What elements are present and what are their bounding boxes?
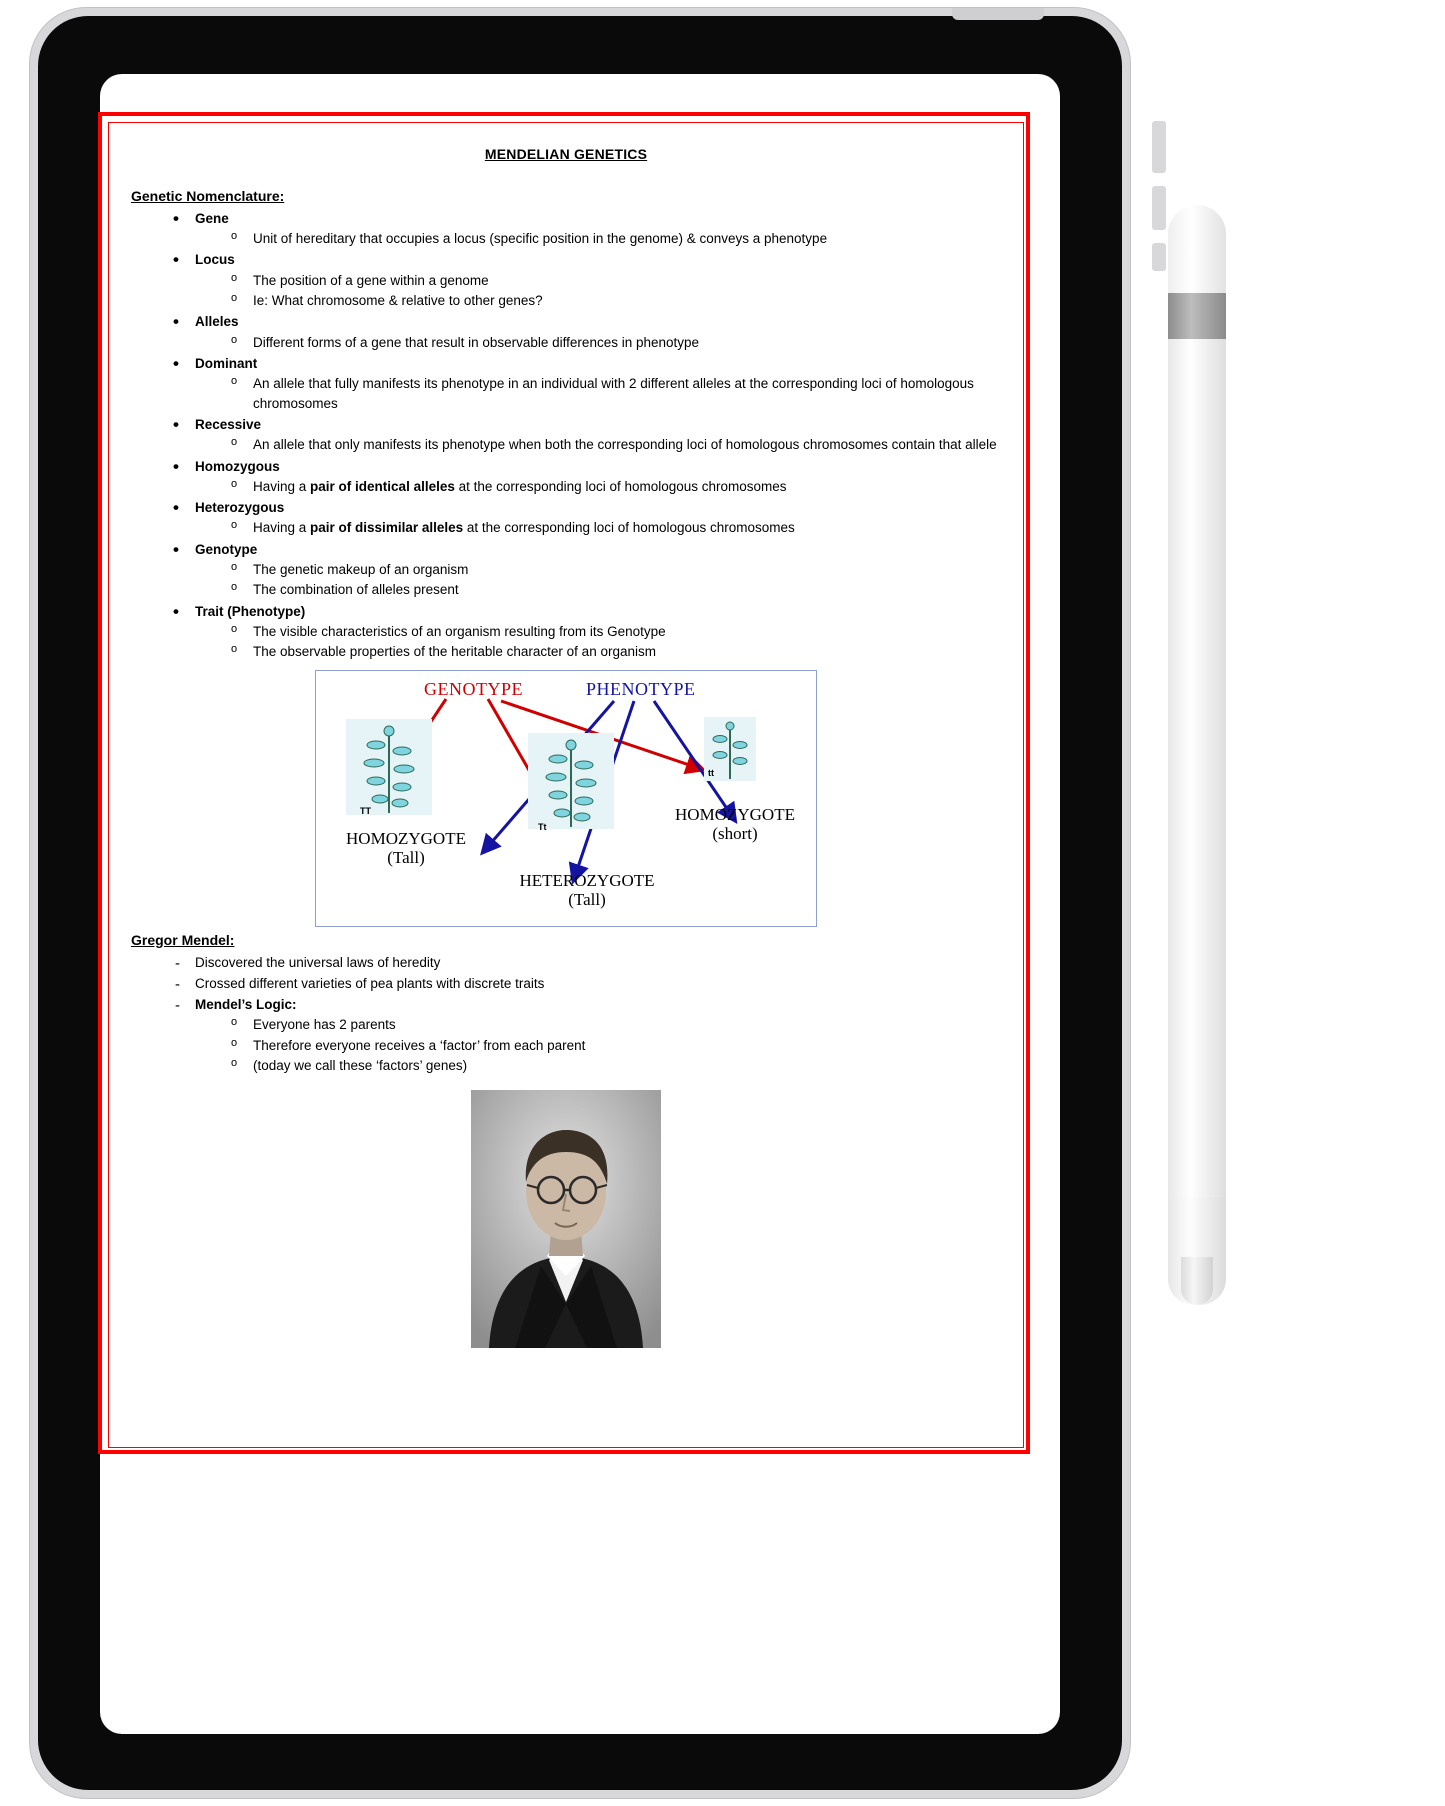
figure-caption-homozygote-tall xyxy=(316,829,496,868)
list-item: o The visible characteristics of an organism resulting from its Genotype xyxy=(229,622,1001,641)
list-item: o Ie: What chromosome & relative to other genes? xyxy=(229,291,1001,310)
list-item: o Unit of hereditary that occupies a locus (specific position in the genome) & conveys a phenotype xyxy=(229,229,1001,248)
tablet-side-button[interactable] xyxy=(1152,243,1166,271)
list-item: o The observable properties of the heritable character of an organism xyxy=(229,642,1001,661)
text-pre: Having a xyxy=(253,478,311,494)
list-item-alleles xyxy=(169,312,1001,352)
caption-sub: (short) xyxy=(712,824,758,844)
pea-plant-tall-Tt xyxy=(528,733,614,829)
text-bold: pair of dissimilar alleles xyxy=(310,520,464,536)
term-label: Mendel’s Logic: xyxy=(195,997,297,1013)
list-item-dominant xyxy=(169,354,1001,413)
list-item: o The combination of alleles present xyxy=(229,580,1001,599)
figure-caption-heterozygote-tall xyxy=(484,871,690,910)
document-page[interactable] xyxy=(98,112,1030,1454)
term-label: Gene xyxy=(195,210,229,226)
list-item: o Different forms of a gene that result in observable differences in phenotype xyxy=(229,333,1001,352)
list-item: o Therefore everyone receives a ‘factor’ from each parent xyxy=(229,1036,1001,1055)
sub-list xyxy=(195,271,1001,311)
list-item: o The position of a gene within a genome xyxy=(229,271,1001,290)
list-item: o The genetic makeup of an organism xyxy=(229,560,1001,579)
sub-list xyxy=(195,560,1001,600)
caption-main: HETEROZYGOTE xyxy=(519,870,655,890)
term-label: Locus xyxy=(195,252,235,268)
text-bold: pair of identical alleles xyxy=(310,478,455,494)
genotype-tag-tt: tt xyxy=(708,767,714,778)
term-label: Dominant xyxy=(195,355,258,371)
text-post: at the corresponding loci of homologous chromosomes xyxy=(454,478,787,494)
term-label: Trait (Phenotype) xyxy=(195,603,306,619)
list-item-trait-phenotype xyxy=(169,602,1001,662)
figure-caption-homozygote-short xyxy=(654,805,816,844)
stylus-pencil[interactable] xyxy=(1168,205,1226,1305)
list-item-heterozygous xyxy=(169,498,1001,538)
sub-list xyxy=(195,477,1001,496)
list-item-locus xyxy=(169,250,1001,310)
pencil-shaft xyxy=(1168,339,1226,1199)
nomenclature-list xyxy=(131,209,1001,662)
list-item xyxy=(229,477,1001,496)
term-label: Recessive xyxy=(195,417,262,432)
list-item: o (today we call these ‘factors’ genes) xyxy=(229,1056,1001,1075)
sub-list xyxy=(195,518,1001,537)
list-item-gene xyxy=(169,209,1001,249)
list-item-homozygous xyxy=(169,457,1001,497)
caption-sub: (Tall) xyxy=(387,848,425,868)
term-label: Alleles xyxy=(195,314,239,330)
page-title: MENDELIAN GENETICS xyxy=(484,146,648,162)
figure-label-genotype: GENOTYPE xyxy=(424,678,523,699)
list-item xyxy=(229,518,1001,537)
term-label: Homozygous xyxy=(195,458,280,474)
pea-plant-tall-TT xyxy=(346,719,432,815)
list-item: o An allele that only manifests its phenotype when both the corresponding loci of homologous chromosomes contain that allele xyxy=(229,435,1001,454)
term-label: Heterozygous xyxy=(195,500,285,516)
list-item-genotype xyxy=(169,540,1001,600)
genotype-tag-TT: TT xyxy=(360,805,371,816)
sub-list xyxy=(195,374,1001,413)
section-heading-nomenclature: Genetic Nomenclature: xyxy=(131,187,285,204)
gregor-mendel-portrait xyxy=(471,1090,661,1348)
genotype-phenotype-diagram xyxy=(315,670,817,927)
tablet-volume-down-button[interactable] xyxy=(1152,186,1166,230)
caption-main: HOMOZYGOTE xyxy=(346,828,466,848)
list-item: - Crossed different varieties of pea plants with discrete traits xyxy=(169,974,1001,993)
sub-list xyxy=(195,229,1001,248)
pencil-tip xyxy=(1168,1197,1226,1305)
caption-main: HOMOZYGOTE xyxy=(675,804,795,824)
list-item: - Discovered the universal laws of heredity xyxy=(169,953,1001,972)
text-pre: Having a xyxy=(253,520,311,536)
pencil-cap xyxy=(1168,205,1226,295)
figure-label-phenotype: PHENOTYPE xyxy=(586,678,696,699)
term-label: Genotype xyxy=(195,541,258,557)
list-item-mendels-logic xyxy=(169,995,1001,1075)
sub-list xyxy=(195,622,1001,662)
mendel-list xyxy=(131,953,1001,1076)
caption-sub: (Tall) xyxy=(568,890,606,910)
sub-list xyxy=(195,435,1001,454)
list-item: o An allele that fully manifests its phenotype in an individual with 2 different alleles at the corresponding loci of homologous chromosomes xyxy=(229,374,1001,413)
list-item: o Everyone has 2 parents xyxy=(229,1015,1001,1034)
sub-list xyxy=(195,333,1001,352)
document-content xyxy=(108,122,1024,1448)
text-post: at the corresponding loci of homologous chromosomes xyxy=(463,520,795,536)
section-heading-gregor-mendel: Gregor Mendel: xyxy=(131,931,235,948)
tablet-top-notch xyxy=(952,8,1044,20)
sub-list xyxy=(195,1015,1001,1075)
pencil-band xyxy=(1168,293,1226,341)
list-item-recessive xyxy=(169,415,1001,455)
genotype-tag-Tt: Tt xyxy=(538,821,547,832)
tablet-volume-up-button[interactable] xyxy=(1152,121,1166,173)
